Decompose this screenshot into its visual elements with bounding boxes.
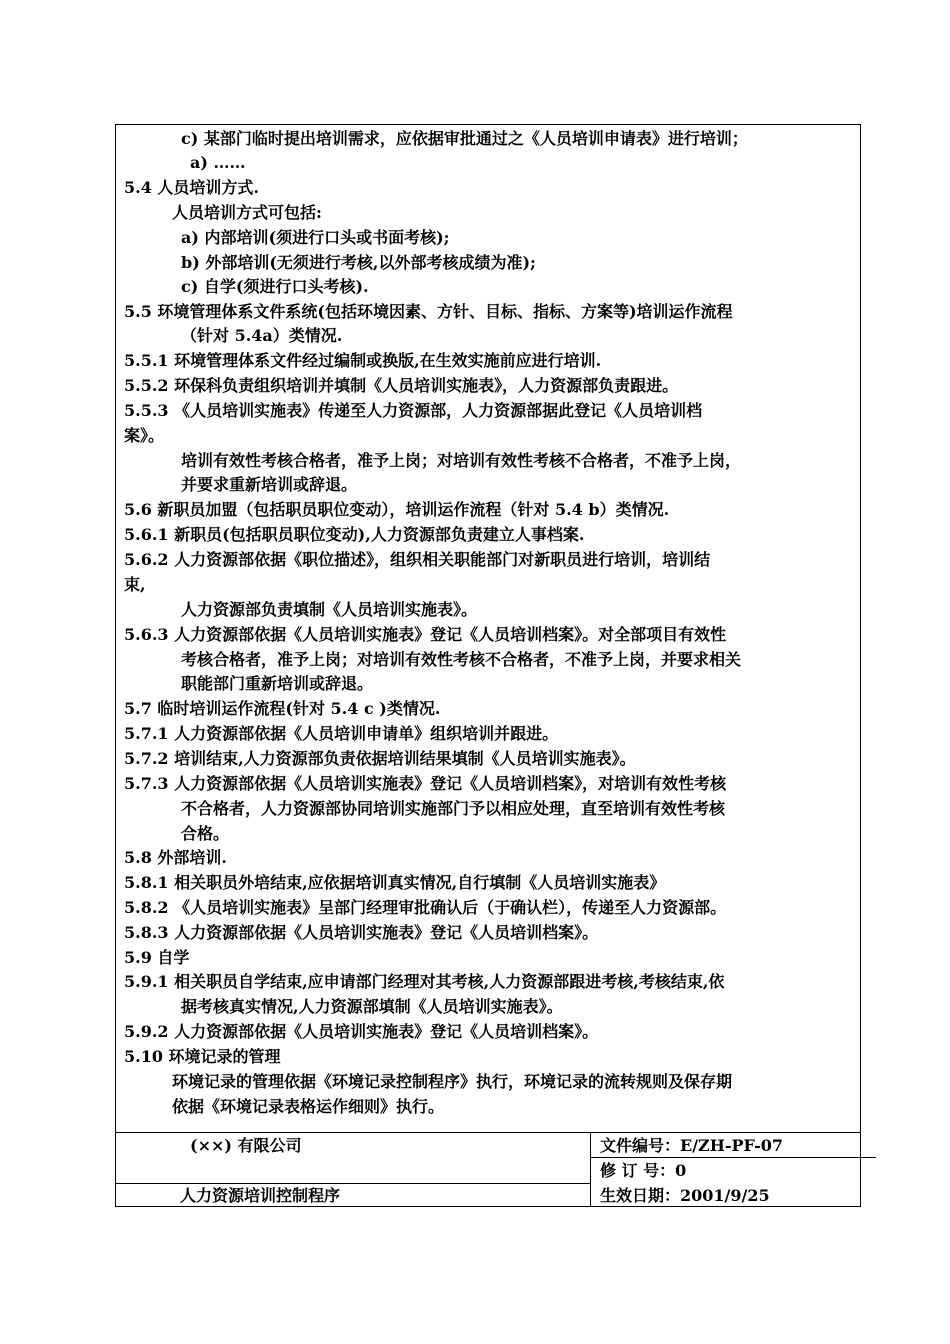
text-line: 5.9.2 人力资源部依据《人员培训实施表》登记《人员培训档案》。: [124, 1022, 599, 1041]
text-line: 考核合格者，准予上岗；对培训有效性考核不合格者，不准予上岗，并要求相关: [181, 650, 742, 669]
company-name: (××) 有限公司: [190, 1136, 302, 1155]
list-item: c) 自学(须进行口头考核).: [181, 277, 369, 296]
text-line: 5.6.3 人力资源部依据《人员培训实施表》登记《人员培训档案》。对全部项目有效性: [124, 625, 727, 644]
text-line: 职能部门重新培训或辞退。: [181, 674, 374, 693]
text-line: 5.8.3 人力资源部依据《人员培训实施表》登记《人员培训档案》。: [124, 923, 599, 942]
text-line: 5.7.3 人力资源部依据《人员培训实施表》登记《人员培训档案》，对培训有效性考核: [124, 774, 727, 793]
text-line: 5.8.2 《人员培训实施表》呈部门经理审批确认后（于确认栏），传递至人力资源部。: [124, 898, 727, 917]
list-item: b) 外部培训(无须进行考核,以外部考核成绩为准);: [181, 253, 536, 272]
text-line: 束,: [124, 575, 146, 594]
document-number: 文件编号：E/ZH-PF-07: [600, 1136, 784, 1155]
text-line: 5.5.3 《人员培训实施表》传递至人力资源部，人力资源部据此登记《人员培训档: [124, 401, 703, 420]
text-line: 5.9.1 相关职员自学结束,应申请部门经理对其考核,人力资源部跟进考核,考核结束,依: [124, 972, 725, 991]
revision-number: 修 订 号：0: [600, 1161, 687, 1180]
text-line: 培训有效性考核合格者，准予上岗；对培训有效性考核不合格者，不准予上岗，: [181, 451, 742, 470]
text-line: （针对 5.4a）类情况.: [181, 326, 343, 345]
text-line: 5.5.1 环境管理体系文件经过编制或换版,在生效实施前应进行培训.: [124, 351, 602, 370]
footer-divider: [590, 1133, 591, 1206]
text-line: 5.8.1 相关职员外培结束,应依据培训真实情况,自行填制《人员培训实施表》: [124, 873, 666, 892]
text-line: 案》。: [124, 426, 165, 445]
list-item: a) 内部培训(须进行口头或书面考核);: [181, 228, 450, 247]
document-footer-table: [115, 1132, 861, 1207]
text-line: 5.6.2 人力资源部依据《职位描述》，组织相关职能部门对新职员进行培训，培训结: [124, 550, 711, 569]
footer-divider: [116, 1183, 590, 1184]
effective-date: 生效日期：2001/9/25: [600, 1186, 770, 1205]
section-heading: 5.7 临时培训运作流程(针对 5.4 c )类情况.: [124, 699, 441, 718]
section-heading: 5.5 环境管理体系文件系统(包括环境因素、方针、目标、指标、方案等)培训运作流程: [124, 302, 733, 321]
section-heading: 5.6 新职员加盟（包括职员职位变动），培训运作流程（针对 5.4 b）类情况.: [124, 500, 670, 519]
text-line: 并要求重新培训或辞退。: [181, 475, 358, 494]
text-line: 环境记录的管理依据《环境记录控制程序》执行，环境记录的流转规则及保存期: [172, 1072, 733, 1091]
section-heading: 5.8 外部培训.: [124, 848, 227, 867]
footer-divider: [590, 1157, 876, 1158]
text-line: 人力资源部负责填制《人员培训实施表》。: [181, 600, 478, 619]
text-line: 合格。: [181, 824, 230, 843]
text-line: 5.5.2 环保科负责组织培训并填制《人员培训实施表》，人力资源部负责跟进。: [124, 376, 679, 395]
text-line: 不合格者，人力资源部协同培训实施部门予以相应处理，直至培训有效性考核: [181, 799, 726, 818]
text-line: 5.7.2 培训结束,人力资源部负责依据培训结果填制《人员培训实施表》。: [124, 749, 636, 768]
procedure-title: 人力资源培训控制程序: [180, 1186, 341, 1205]
text-line: 5.7.1 人力资源部依据《人员培训申请单》组织培训并跟进。: [124, 724, 559, 743]
section-heading: 5.10 环境记录的管理: [124, 1047, 281, 1066]
section-heading: 5.9 自学: [124, 948, 190, 967]
text-line: 依据《环境记录表格运作细则》执行。: [172, 1097, 445, 1116]
text-line: 5.6.1 新职员(包括职员职位变动),人力资源部负责建立人事档案.: [124, 525, 585, 544]
text-line: 人员培训方式可包括:: [172, 203, 322, 222]
text-line: 据考核真实情况,人力资源部填制《人员培训实施表》。: [181, 997, 563, 1016]
text-line: c) 某部门临时提出培训需求，应依据审批通过之《人员培训申请表》进行培训；: [181, 129, 748, 148]
text-line: a) ……: [190, 153, 246, 172]
section-heading: 5.4 人员培训方式.: [124, 178, 259, 197]
